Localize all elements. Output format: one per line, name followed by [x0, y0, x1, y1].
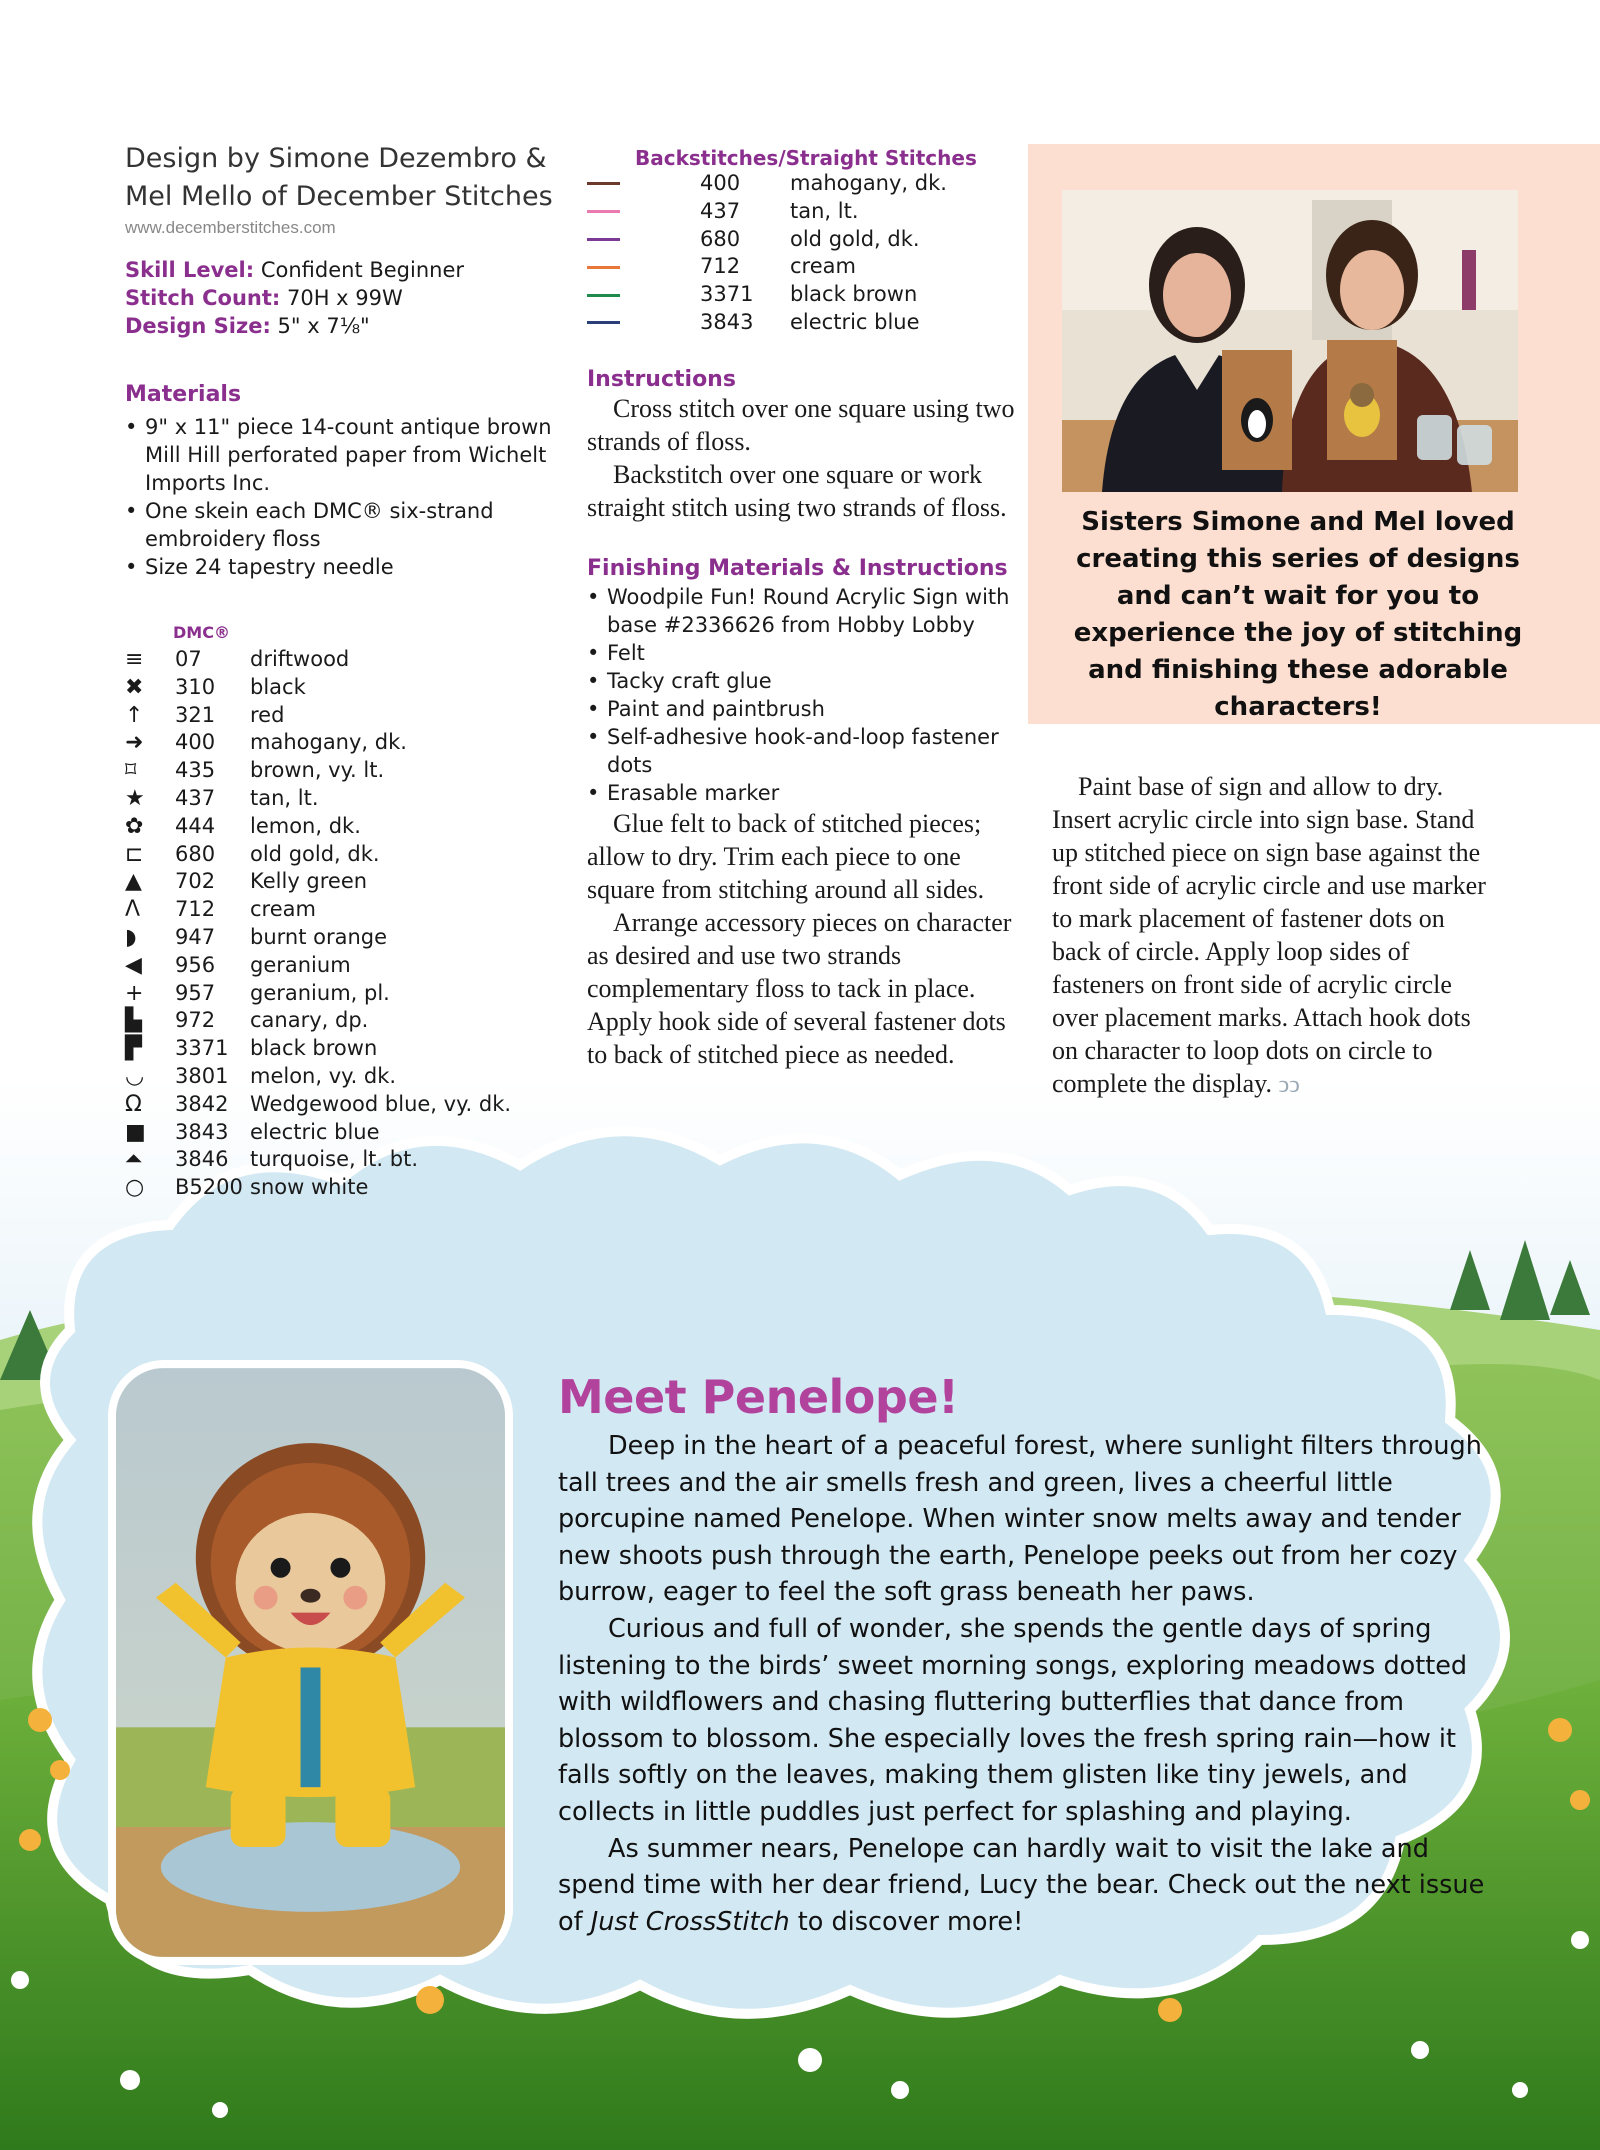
column-instructions	[587, 146, 1017, 1071]
dmc-color-name: cream	[250, 897, 316, 922]
stitch-symbol-icon: ≡	[125, 647, 144, 672]
materials-item: • One skein each DMC® six-strand embroidery floss	[125, 497, 565, 553]
dmc-color-name: tan, lt.	[250, 785, 319, 810]
dmc-code: 444	[175, 813, 216, 838]
dmc-color-name: turquoise, lt. bt.	[250, 1147, 418, 1172]
stitch-symbol-icon: ✖	[125, 674, 144, 700]
story-text: to discover more!	[789, 1906, 1024, 1937]
dmc-code: 972	[175, 1008, 216, 1033]
stitch-symbol-icon: ➜	[125, 730, 144, 756]
stitch-symbol-icon: ◗	[125, 924, 137, 950]
dmc-color-name: geranium	[250, 952, 351, 977]
dmc-code: 321	[175, 702, 216, 727]
stitch-line-swatch	[587, 321, 620, 324]
stitch-count-value: 70H x 99W	[280, 286, 403, 310]
dmc-row	[125, 896, 565, 924]
dmc-row	[125, 785, 565, 813]
penelope-illustration	[108, 1360, 513, 1965]
finishing-item: • Felt	[587, 639, 1017, 667]
instructions-heading: Instructions	[587, 366, 736, 392]
stitch-line-swatch	[587, 238, 620, 241]
stitch-symbol-icon: ★	[125, 785, 145, 811]
finishing-list	[587, 583, 1017, 807]
dmc-row	[125, 729, 565, 757]
dmc-row	[125, 1174, 565, 1202]
stitch-symbol-icon: ↑	[125, 702, 144, 728]
stitch-line-swatch	[587, 210, 620, 213]
stitch-symbol-icon: ▲	[125, 869, 142, 895]
stitch-line-swatch	[587, 182, 620, 185]
dmc-color-name: electric blue	[790, 309, 920, 334]
finishing-heading: Finishing Materials & Instructions	[587, 555, 1008, 581]
instructions-paragraph: Cross stitch over one square using two strands of floss.	[587, 393, 1015, 456]
dmc-code: 680	[700, 226, 741, 251]
end-mark-icon: ↄↄ	[1278, 1072, 1300, 1098]
dmc-row	[125, 1119, 565, 1147]
stitch-symbol-icon: Ω	[125, 1091, 142, 1117]
finishing-item: • Paint and paintbrush	[587, 695, 1017, 723]
finishing-section	[587, 556, 1017, 1071]
backstitch-key	[587, 170, 1017, 337]
dmc-color-name: black brown	[250, 1036, 378, 1061]
dmc-color-name: black brown	[790, 282, 918, 307]
dmc-code: 07	[175, 647, 202, 671]
dmc-row	[125, 757, 565, 785]
display-paragraph	[1052, 770, 1492, 1102]
magazine-title: Just CrossStitch	[590, 1906, 790, 1937]
stitch-symbol-icon: ◀	[125, 952, 142, 978]
dmc-color-name: cream	[790, 254, 856, 279]
design-size	[125, 312, 565, 340]
dmc-row	[125, 702, 565, 730]
dmc-code: 947	[175, 924, 216, 949]
dmc-color-name: brown, vy. lt.	[250, 758, 385, 783]
story-paragraph: Deep in the heart of a peaceful forest, where sunlight filters through tall trees and the air smells fresh and green, lives a cheerful little porcupine named Penelope. When winter snow melts away and tender new shoots push through the earth, Penelope peeks out from her cozy burrow, eager to feel the soft grass beneath her paws.	[558, 1431, 1482, 1608]
stitch-count	[125, 284, 565, 312]
dmc-color-name: canary, dp.	[250, 1008, 369, 1033]
dmc-code: 437	[700, 198, 741, 223]
dmc-code: 3801	[175, 1063, 229, 1088]
stitch-symbol-icon: ▙	[125, 1008, 142, 1034]
dmc-color-name: electric blue	[250, 1119, 380, 1144]
materials-list	[125, 413, 565, 581]
credit-line-1: Design by Simone Dezembro &	[125, 143, 547, 174]
skill-level-label: Skill Level:	[125, 258, 255, 282]
dmc-code: 435	[175, 758, 216, 783]
dmc-color-name: burnt orange	[250, 924, 388, 949]
dmc-row	[125, 674, 565, 702]
backstitch-row	[587, 198, 1017, 226]
materials-item: • Size 24 tapestry needle	[125, 553, 565, 581]
story-paragraph: Curious and full of wonder, she spends the gentle days of spring listening to the birds’ sweet morning songs, exploring meadows dotted with wildflowers and chasing fluttering butterflies that dance from blossom to blossom. She especially loves the fresh spring rain—how it falls softly on the leaves, making them glisten like tiny jewels, and collects in little puddles just perfect for splashing and playing.	[558, 1613, 1468, 1827]
backstitch-row	[587, 281, 1017, 309]
materials-heading: Materials	[125, 382, 242, 407]
dmc-color-name: red	[250, 702, 285, 727]
dmc-code: 3371	[700, 282, 754, 307]
designer-credit	[125, 140, 565, 238]
backstitch-row	[587, 253, 1017, 281]
dmc-code: 680	[175, 841, 216, 866]
dmc-color-name: mahogany, dk.	[250, 730, 407, 755]
finishing-item: • Tacky craft glue	[587, 667, 1017, 695]
dmc-color-name: Wedgewood blue, vy. dk.	[250, 1091, 512, 1116]
dmc-row	[125, 841, 565, 869]
design-size-value: 5" x 7⅛"	[270, 314, 370, 338]
dmc-code: 400	[175, 730, 216, 755]
penelope-story	[558, 1428, 1488, 1940]
dmc-color-name: old gold, dk.	[250, 841, 380, 866]
dmc-code: 702	[175, 869, 216, 894]
specs	[125, 256, 565, 340]
dmc-color-name: old gold, dk.	[790, 226, 920, 251]
dmc-code: 3371	[175, 1036, 229, 1061]
photo-box	[1028, 144, 1600, 724]
backstitch-row	[587, 170, 1017, 198]
story-paragraph	[558, 1831, 1488, 1941]
dmc-row	[125, 1146, 565, 1174]
dmc-color-name: melon, vy. dk.	[250, 1063, 397, 1088]
skill-level	[125, 256, 565, 284]
penelope-title: Meet Penelope!	[558, 1370, 959, 1424]
column-materials	[125, 140, 565, 1202]
dmc-code: 712	[175, 897, 216, 922]
display-instructions	[1028, 770, 1600, 1102]
stitch-line-swatch	[587, 294, 620, 297]
dmc-row	[125, 924, 565, 952]
stitch-symbol-icon: ◡	[125, 1063, 145, 1089]
backstitch-row	[587, 309, 1017, 337]
dmc-code: 956	[175, 952, 216, 977]
dmc-color-name: driftwood	[250, 647, 350, 671]
dmc-row	[125, 952, 565, 980]
designer-url[interactable]: www.decemberstitches.com	[125, 218, 336, 237]
dmc-code: 3846	[175, 1147, 229, 1172]
dmc-code: 3842	[175, 1091, 229, 1116]
dmc-row	[125, 813, 565, 841]
skill-level-value: Confident Beginner	[254, 258, 465, 282]
story-text: As summer nears, Penelope can hardly wait to visit the lake and spend time with her dear friend, Lucy the bear. Check out the next issue of	[558, 1833, 1485, 1937]
design-size-label: Design Size:	[125, 314, 271, 338]
instructions-paragraph: Backstitch over one square or work straight stitch using two strands of floss.	[587, 459, 1007, 522]
photo-caption: Sisters Simone and Mel loved creating this series of designs and can’t wait for you to experience the joy of stitching and finishing these adorable characters!	[1073, 507, 1523, 722]
dmc-color-key	[125, 646, 565, 1202]
dmc-row	[125, 1007, 565, 1035]
dmc-color-name: snow white	[250, 1175, 369, 1200]
porcupine-image	[116, 1368, 505, 1957]
dmc-color-name: geranium, pl.	[250, 980, 390, 1005]
finishing-item: • Self-adhesive hook-and-loop fastener dots	[587, 723, 1017, 779]
dmc-code: 3843	[700, 309, 754, 334]
instructions-section	[587, 367, 1017, 524]
stitch-symbol-icon: ⏶	[125, 1147, 143, 1173]
dmc-row	[125, 646, 565, 674]
stitch-symbol-icon: ■	[125, 1119, 146, 1145]
dmc-row	[125, 1091, 565, 1119]
backstitch-row	[587, 226, 1017, 254]
dmc-color-name: Kelly green	[250, 869, 368, 894]
backstitches-header: Backstitches/Straight Stitches	[635, 146, 977, 170]
column-photo	[1028, 144, 1600, 1102]
finishing-item: • Woodpile Fun! Round Acrylic Sign with base #2336626 from Hobby Lobby	[587, 583, 1017, 639]
dmc-code: B5200	[175, 1175, 243, 1200]
dmc-color-name: tan, lt.	[790, 198, 859, 223]
dmc-code: 437	[175, 785, 216, 810]
display-paragraph-text: Paint base of sign and allow to dry. Insert acrylic circle into sign base. Stand up stitched piece on sign base against the front side of acrylic circle and use marker to mark placement of fastener dots on back of circle. Apply loop sides of fasteners on front side of acrylic circle over placement marks. Attach hook dots on character to loop dots on circle to complete the display.	[1052, 772, 1486, 1098]
stitch-symbol-icon: ⊏	[125, 841, 144, 867]
stitch-symbol-icon: ○	[125, 1175, 145, 1201]
stitch-symbol-icon: ⌑	[125, 758, 137, 784]
finishing-item: • Erasable marker	[587, 779, 1017, 807]
dmc-code: 310	[175, 674, 216, 699]
dmc-header: DMC®	[173, 623, 230, 642]
stitch-symbol-icon: Λ	[125, 897, 141, 923]
dmc-code: 3843	[175, 1119, 229, 1144]
dmc-row	[125, 1035, 565, 1063]
dmc-color-name: lemon, dk.	[250, 813, 361, 838]
credit-line-2: Mel Mello of December Stitches	[125, 181, 553, 212]
dmc-row	[125, 868, 565, 896]
dmc-color-name: black	[250, 674, 306, 699]
materials-item: • 9" x 11" piece 14-count antique brown Mill Hill perforated paper from Wichelt Imports Inc.	[125, 413, 565, 497]
dmc-code: 957	[175, 980, 216, 1005]
dmc-code: 712	[700, 254, 741, 279]
stitch-symbol-icon: +	[125, 980, 144, 1006]
finishing-paragraph: Arrange accessory pieces on character as desired and use two strands complementary floss to tack in place. Apply hook side of several fastener dots to back of stitched piece as needed.	[587, 907, 1012, 1069]
dmc-code: 400	[700, 171, 741, 195]
dmc-row	[125, 1063, 565, 1091]
finishing-paragraph: Glue felt to back of stitched pieces; allow to dry. Trim each piece to one square from stitching around all sides.	[587, 808, 985, 904]
dmc-color-name: mahogany, dk.	[790, 171, 947, 195]
stitch-line-swatch	[587, 266, 620, 269]
stitch-symbol-icon: ✿	[125, 813, 144, 839]
designers-photo	[1062, 190, 1518, 492]
dmc-row	[125, 980, 565, 1008]
stitch-count-label: Stitch Count:	[125, 286, 281, 310]
stitch-symbol-icon: ▛	[125, 1036, 142, 1062]
